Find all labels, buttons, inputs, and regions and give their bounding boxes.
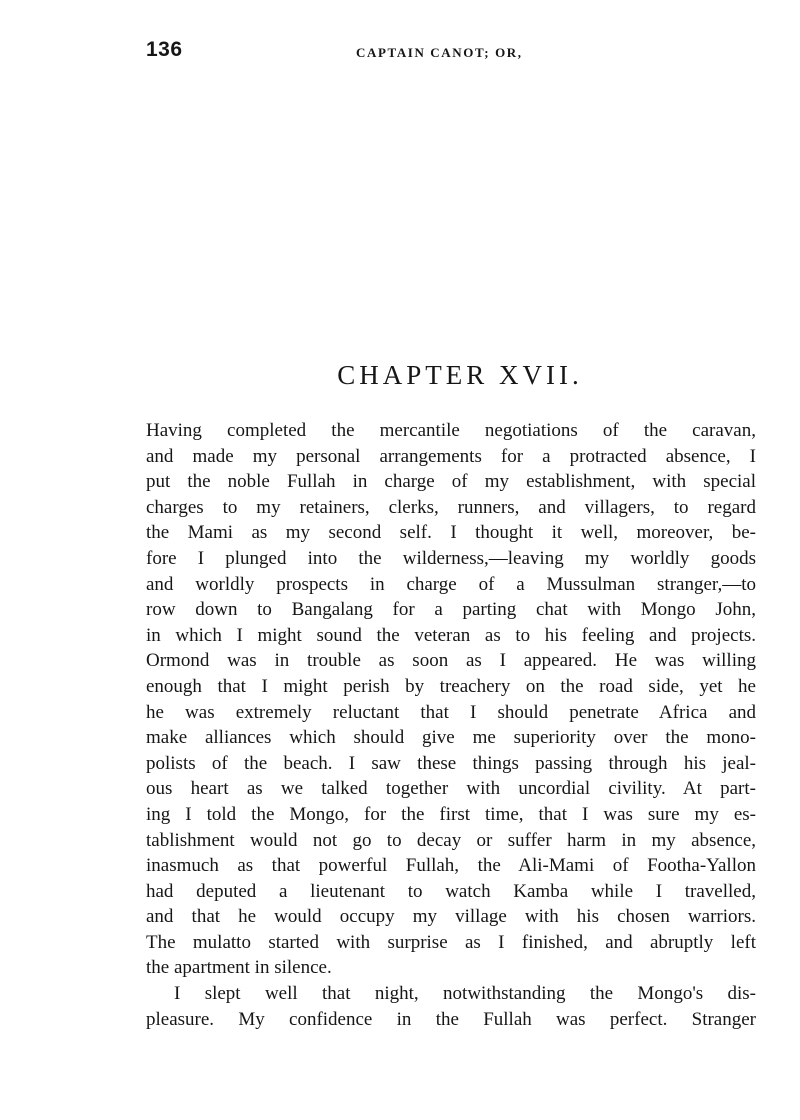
chapter-title: CHAPTER XVII. bbox=[337, 360, 583, 390]
text-line: row down to Bangalang for a parting chat with Mongo John, bbox=[146, 599, 756, 621]
text-line: fore I plunged into the wilderness,—leaving my worldly goods bbox=[146, 547, 756, 569]
text-line: and made my personal arrangements for a protracted absence, I bbox=[146, 445, 756, 467]
text-line: I slept well that night, notwithstanding the Mongo's dis- bbox=[174, 983, 756, 1005]
text-line: The mulatto started with surprise as I finished, and abruptly left bbox=[146, 931, 756, 953]
text-line: he was extremely reluctant that I should penetrate Africa and bbox=[146, 701, 756, 723]
running-title: CAPTAIN CANOT; OR, bbox=[356, 45, 523, 60]
text-line: had deputed a lieutenant to watch Kamba while I travelled, bbox=[146, 880, 756, 902]
text-line: charges to my retainers, clerks, runners, and villagers, to regard bbox=[146, 496, 756, 518]
text-line: the apartment in silence. bbox=[146, 957, 332, 979]
text-line: tablishment would not go to decay or suffer harm in my absence, bbox=[146, 829, 756, 851]
text-line: make alliances which should give me superiority over the mono- bbox=[146, 727, 756, 749]
body-text bbox=[146, 418, 756, 1032]
text-line: polists of the beach. I saw these things passing through his jeal- bbox=[146, 752, 756, 774]
text-line: put the noble Fullah in charge of my establishment, with special bbox=[146, 471, 756, 493]
text-line: Having completed the mercantile negotiations of the caravan, bbox=[146, 420, 756, 441]
text-line: inasmuch as that powerful Fullah, the Ali-Mami of Footha-Yallon bbox=[146, 855, 756, 877]
text-line: ous heart as we talked together with uncordial civility. At part- bbox=[146, 778, 756, 800]
page-number: 136 bbox=[146, 38, 183, 61]
paragraph-1 bbox=[146, 418, 756, 981]
text-line: in which I might sound the veteran as to his feeling and projects. bbox=[146, 624, 756, 646]
text-line: the Mami as my second self. I thought it well, moreover, be- bbox=[146, 522, 756, 544]
text-line: Ormond was in trouble as soon as I appeared. He was willing bbox=[146, 650, 756, 672]
text-line: and worldly prospects in charge of a Mussulman stranger,—to bbox=[146, 573, 756, 595]
text-line: and that he would occupy my village with his chosen warriors. bbox=[146, 906, 756, 928]
paragraph-2 bbox=[146, 981, 756, 1032]
text-line: enough that I might perish by treachery on the road side, yet he bbox=[146, 675, 756, 697]
text-line: pleasure. My confidence in the Fullah was perfect. Stranger bbox=[146, 1008, 756, 1030]
text-line: ing I told the Mongo, for the first time, that I was sure my es- bbox=[146, 803, 756, 825]
